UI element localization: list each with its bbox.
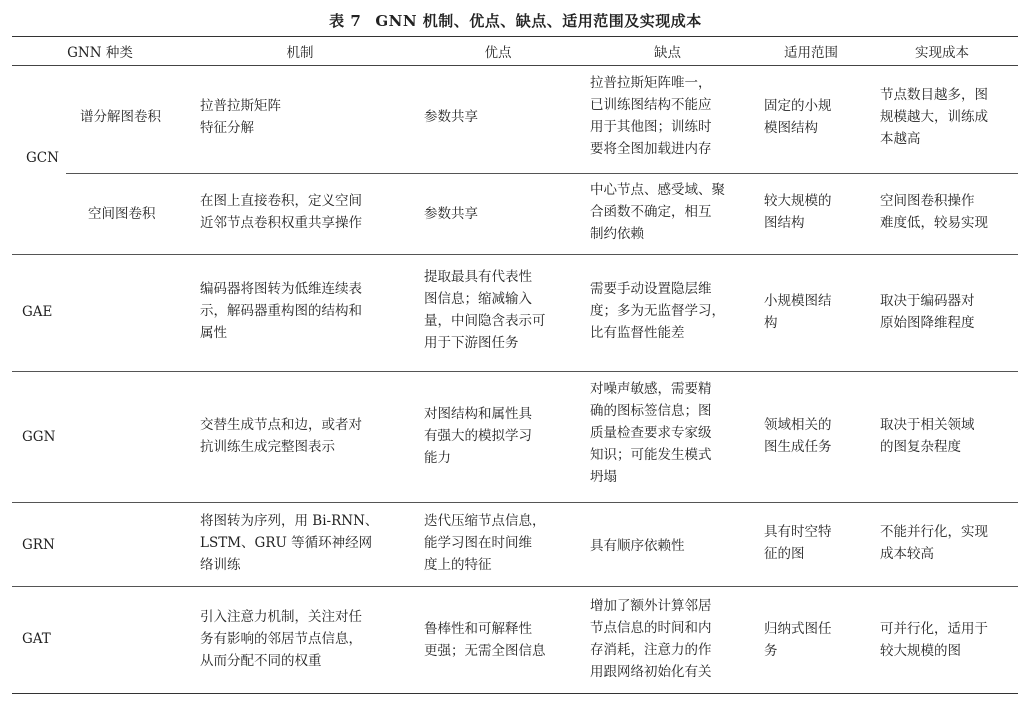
gae-scope: 小规模图结 构 <box>764 293 832 331</box>
gat-disadvantage: 增加了额外计算邻居 节点信息的时间和内 存消耗，注意力的作 用跟网络初始化有关 <box>590 598 712 680</box>
row-rule <box>12 502 1018 503</box>
gcn-spatial-cost: 空间图卷积操作 难度低，较易实现 <box>880 193 988 231</box>
gae-mechanism: 编码器将图转为低维连续表 示，解码器重构图的结构和 属性 <box>200 281 362 341</box>
header-cost: 实现成本 <box>915 45 969 61</box>
table-caption <box>0 10 1031 31</box>
header-disadvantage: 缺点 <box>654 45 681 61</box>
gcn-spectral-cost: 节点数目越多，图 规模越大，训练成 本越高 <box>880 87 988 147</box>
gat-advantage: 鲁棒性和可解释性 更强；无需全图信息 <box>424 621 546 659</box>
header-mechanism: 机制 <box>286 45 314 61</box>
model-gae: GAE <box>22 304 53 320</box>
row-rule <box>12 254 1018 255</box>
grn-disadvantage: 具有顺序依赖性 <box>590 538 685 554</box>
gcn-spatial-mechanism: 在图上直接卷积，定义空间 近邻节点卷积权重共享操作 <box>200 193 362 231</box>
ggn-advantage: 对图结构和属性具 有强大的模拟学习 能力 <box>424 406 532 466</box>
model-gat: GAT <box>22 631 51 647</box>
bottom-rule <box>12 693 1018 694</box>
grn-scope: 具有时空特 征的图 <box>764 524 832 562</box>
gcn-spatial-scope: 较大规模的 图结构 <box>764 193 832 231</box>
table-number: 表 7 <box>329 12 362 30</box>
header-rule <box>12 65 1018 66</box>
table-title: GNN 机制、优点、缺点、适用范围及实现成本 <box>375 12 702 30</box>
header-gnn-type: GNN 种类 <box>67 45 133 61</box>
grn-cost: 不能并行化，实现 成本较高 <box>880 524 988 562</box>
model-gcn: GCN <box>26 150 59 166</box>
top-rule <box>12 36 1018 37</box>
gcn-spectral-disadvantage: 拉普拉斯矩阵唯一， 已训练图结构不能应 用于其他图；训练时 要将全图加载进内存 <box>590 75 712 157</box>
gae-advantage: 提取最具有代表性 图信息；缩减输入 量，中间隐含表示可 用于下游图任务 <box>424 269 546 351</box>
ggn-mechanism: 交替生成节点和边，或者对 抗训练生成完整图表示 <box>200 417 362 455</box>
gae-disadvantage: 需要手动设置隐层维 度；多为无监督学习， 比有监督性能差 <box>590 281 725 341</box>
grn-advantage: 迭代压缩节点信息， 能学习图在时间维 度上的特征 <box>424 513 546 573</box>
gat-cost: 可并行化，适用于 较大规模的图 <box>880 621 988 659</box>
ggn-scope: 领域相关的 图生成任务 <box>764 417 832 455</box>
grn-mechanism: 将图转为序列，用 Bi-RNN、 LSTM、GRU 等循环神经网 络训练 <box>200 513 379 573</box>
row-rule <box>12 586 1018 587</box>
ggn-cost: 取决于相关领域 的图复杂程度 <box>880 417 975 455</box>
ggn-disadvantage: 对噪声敏感，需要精 确的图标签信息；图 质量检查要求专家级 知识；可能发生模式 坍塌 <box>590 381 712 485</box>
row-rule <box>12 371 1018 372</box>
gat-scope: 归纳式图任 务 <box>764 621 832 659</box>
gcn-spatial-disadvantage: 中心节点、感受域、聚 合函数不确定，相互 制约依赖 <box>590 182 725 242</box>
gcn-spectral-advantage: 参数共享 <box>424 109 478 125</box>
gcn-spectral-mechanism: 拉普拉斯矩阵 特征分解 <box>200 98 281 136</box>
gcn-spatial-name: 空间图卷积 <box>88 206 156 222</box>
gcn-spatial-advantage: 参数共享 <box>424 206 478 222</box>
gae-cost: 取决于编码器对 原始图降维程度 <box>880 293 975 331</box>
model-ggn: GGN <box>22 429 56 445</box>
header-scope: 适用范围 <box>784 45 838 61</box>
gat-mechanism: 引入注意力机制，关注对任 务有影响的邻居节点信息， 从而分配不同的权重 <box>200 609 362 669</box>
gcn-sub-rule <box>66 173 1018 174</box>
model-grn: GRN <box>22 537 55 553</box>
gcn-spectral-name: 谱分解图卷积 <box>80 109 161 125</box>
gcn-spectral-scope: 固定的小规 模图结构 <box>764 98 832 136</box>
header-advantage: 优点 <box>484 45 512 61</box>
